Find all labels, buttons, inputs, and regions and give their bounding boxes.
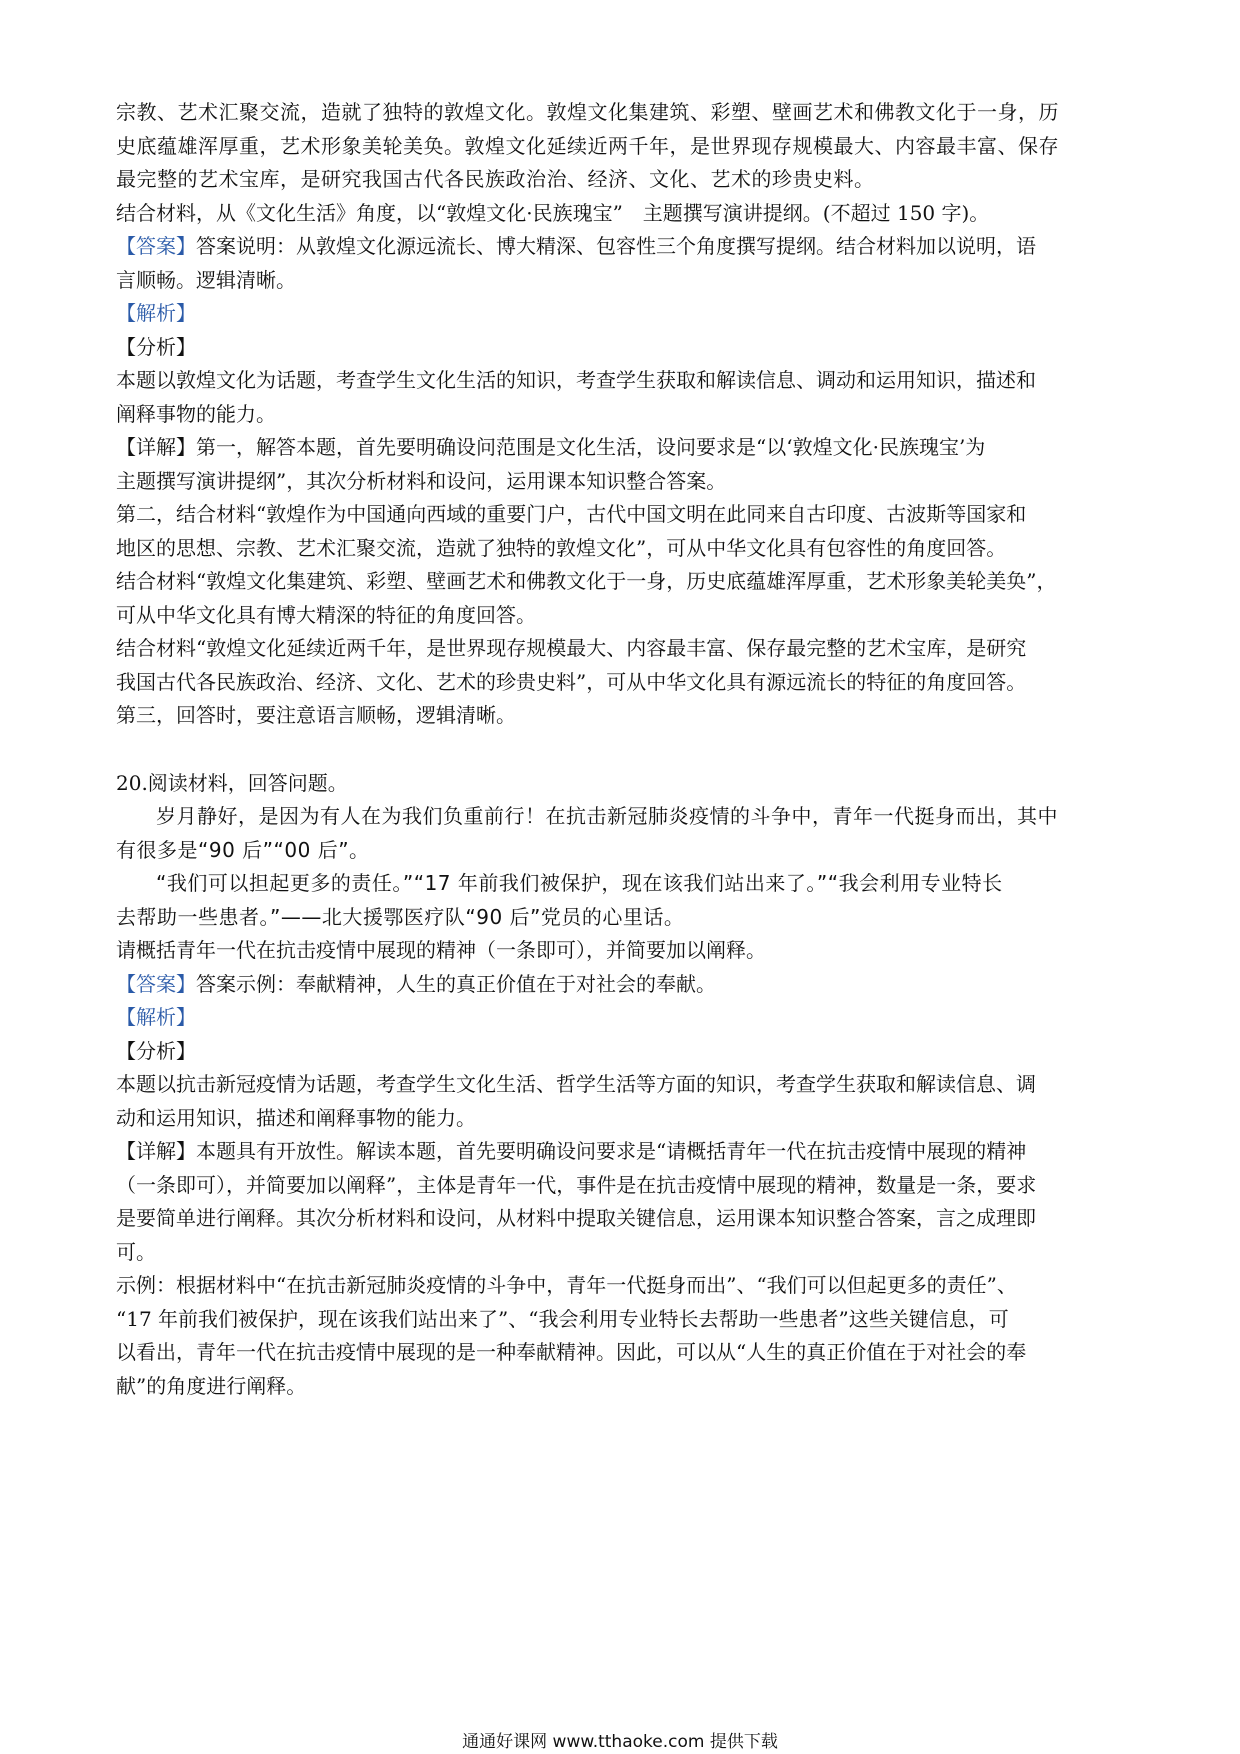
q19-answer-cont: 言顺畅。逻辑清晰。 xyxy=(116,267,296,292)
q20-material-line: 有很多是“90 后”“00 后”。 xyxy=(116,837,370,862)
q20-xiangjie-line: 示例：根据材料中“在抗击新冠肺炎疫情的斗争中，青年一代挺身而出”、“我们可以但起更多的责任”、 xyxy=(116,1273,1017,1297)
document-body xyxy=(116,96,1126,1403)
q19-xiangjie-line: 我国古代各民族政治、经济、文化、艺术的珍贵史料”，可从中华文化具有源远流长的特征的角度回答。 xyxy=(116,669,1027,694)
q20-jiexi-tag xyxy=(116,1001,1126,1035)
q20-xiangjie-line: 以看出，青年一代在抗击疫情中展现的是一种奉献精神。因此，可以从“人生的真正价值在于对社会的奉 xyxy=(116,1340,1027,1364)
q20-fenxi-line: 本题以抗击新冠疫情为话题，考查学生文化生活、哲学生活等方面的知识，考查学生获取和解读信息、调 xyxy=(116,1072,1036,1096)
q20-fenxi-tag: 【分析】 xyxy=(116,1038,196,1063)
material-line: 宗教、艺术汇聚交流，造就了独特的敦煌文化。敦煌文化集建筑、彩塑、壁画艺术和佛教文化于一身，历 xyxy=(116,100,1059,124)
q20-xiangjie-line: “17 年前我们被保护，现在该我们站出来了”、“我会利用专业特长去帮助一些患者”这些关键信息，可 xyxy=(116,1306,1009,1331)
q20-material-line: 去帮助一些患者。”——北大援鄂医疗队“90 后”党员的心里话。 xyxy=(116,904,685,929)
q20-xiangjie-line: （一条即可），并简要加以阐释”，主体是青年一代，事件是在抗击疫情中展现的精神，数量是一条，要求 xyxy=(116,1172,1037,1197)
answer-tag: 【答案】 xyxy=(116,971,196,996)
material-line: 最完整的艺术宝库，是研究我国古代各民族政治治、经济、文化、艺术的珍贵史料。 xyxy=(116,167,875,191)
q20-material-line: 岁月静好，是因为有人在为我们负重前行！在抗击新冠肺炎疫情的斗争中，青年一代挺身而出，其中 xyxy=(156,804,1058,828)
xiangjie-tag: 【详解】 xyxy=(116,1139,196,1163)
footer-credit: 通通好课网 www.tthaoke.com 提供下载 xyxy=(462,1732,778,1752)
q19-xiangjie-line: 主题撰写演讲提纲”，其次分析材料和设问，运用课本知识整合答案。 xyxy=(116,468,727,493)
q20-heading: 20.阅读材料，回答问题。 xyxy=(116,770,348,795)
material-line: 史底蕴雄浑厚重，艺术形象美轮美奂。敦煌文化延续近两千年，是世界现存规模最大、内容最丰富、保存 xyxy=(116,133,1059,158)
q19-fenxi-tag: 【分析】 xyxy=(116,334,196,359)
q19-answer xyxy=(116,230,1126,264)
q20-question: 请概括青年一代在抗击疫情中展现的精神（一条即可），并简要加以阐释。 xyxy=(116,938,766,962)
q19-fenxi-line: 本题以敦煌文化为话题，考查学生文化生活的知识，考查学生获取和解读信息、调动和运用知识，描述和 xyxy=(116,368,1036,392)
answer-text: 答案示例：奉献精神，人生的真正价值在于对社会的奉献。 xyxy=(196,971,716,996)
jiexi-tag: 【解析】 xyxy=(116,301,196,325)
q20-xiangjie-line: 是要简单进行阐释。其次分析材料和设问，从材料中提取关键信息，运用课本知识整合答案，言之成理即 xyxy=(116,1206,1036,1230)
q20-answer xyxy=(116,968,1126,1002)
q20-fenxi-line: 动和运用知识，描述和阐释事物的能力。 xyxy=(116,1105,476,1130)
q19-xiangjie-line: 第三，回答时，要注意语言顺畅，逻辑清晰。 xyxy=(116,703,516,727)
section-gap xyxy=(116,733,1126,767)
q19-xiangjie-line: 结合材料“敦煌文化集建筑、彩塑、壁画艺术和佛教文化于一身，历史底蕴雄浑厚重，艺术形象美轮美奂”， xyxy=(116,569,1057,593)
q20-xiangjie xyxy=(116,1135,1126,1169)
jiexi-tag: 【解析】 xyxy=(116,1005,196,1029)
q20-xiangjie-line: 献”的角度进行阐释。 xyxy=(116,1373,307,1398)
xiangjie-text: 第一，解答本题，首先要明确设问范围是文化生活，设问要求是“以‘敦煌文化·民族瑰宝’为 xyxy=(196,435,986,459)
q19-xiangjie xyxy=(116,431,1126,465)
xiangjie-text: 本题具有开放性。解读本题，首先要明确设问要求是“请概括青年一代在抗击疫情中展现的精神 xyxy=(196,1139,1027,1163)
q19-xiangjie-line: 结合材料“敦煌文化延续近两千年，是世界现存规模最大、内容最丰富、保存最完整的艺术宝库，是研究 xyxy=(116,636,1027,660)
answer-tag: 【答案】 xyxy=(116,234,196,258)
q19-jiexi-tag xyxy=(116,297,1126,331)
q20-material-line: “我们可以担起更多的责任。”“17 年前我们被保护，现在该我们站出来了。”“我会利用专业特长 xyxy=(156,871,1003,895)
answer-text: 答案说明：从敦煌文化源远流长、博大精深、包容性三个角度撰写提纲。结合材料加以说明，语 xyxy=(196,234,1036,258)
q19-xiangjie-line: 地区的思想、宗教、艺术汇聚交流，造就了独特的敦煌文化”，可从中华文化具有包容性的角度回答。 xyxy=(116,535,1007,560)
q19-xiangjie-line: 可从中华文化具有博大精深的特征的角度回答。 xyxy=(116,602,536,627)
material-continued xyxy=(116,96,1126,197)
q20-xiangjie-line: 可。 xyxy=(116,1239,156,1264)
q19-xiangjie-line: 第二，结合材料“敦煌作为中国通向西域的重要门户，古代中国文明在此同来自古印度、古波斯等国家和 xyxy=(116,502,1027,526)
q19-fenxi-line: 阐释事物的能力。 xyxy=(116,401,276,426)
q19-question: 结合材料，从《文化生活》角度，以“敦煌文化·民族瑰宝” 主题撰写演讲提纲。(不超过 150 字)。 xyxy=(116,200,990,225)
xiangjie-tag: 【详解】 xyxy=(116,435,196,459)
